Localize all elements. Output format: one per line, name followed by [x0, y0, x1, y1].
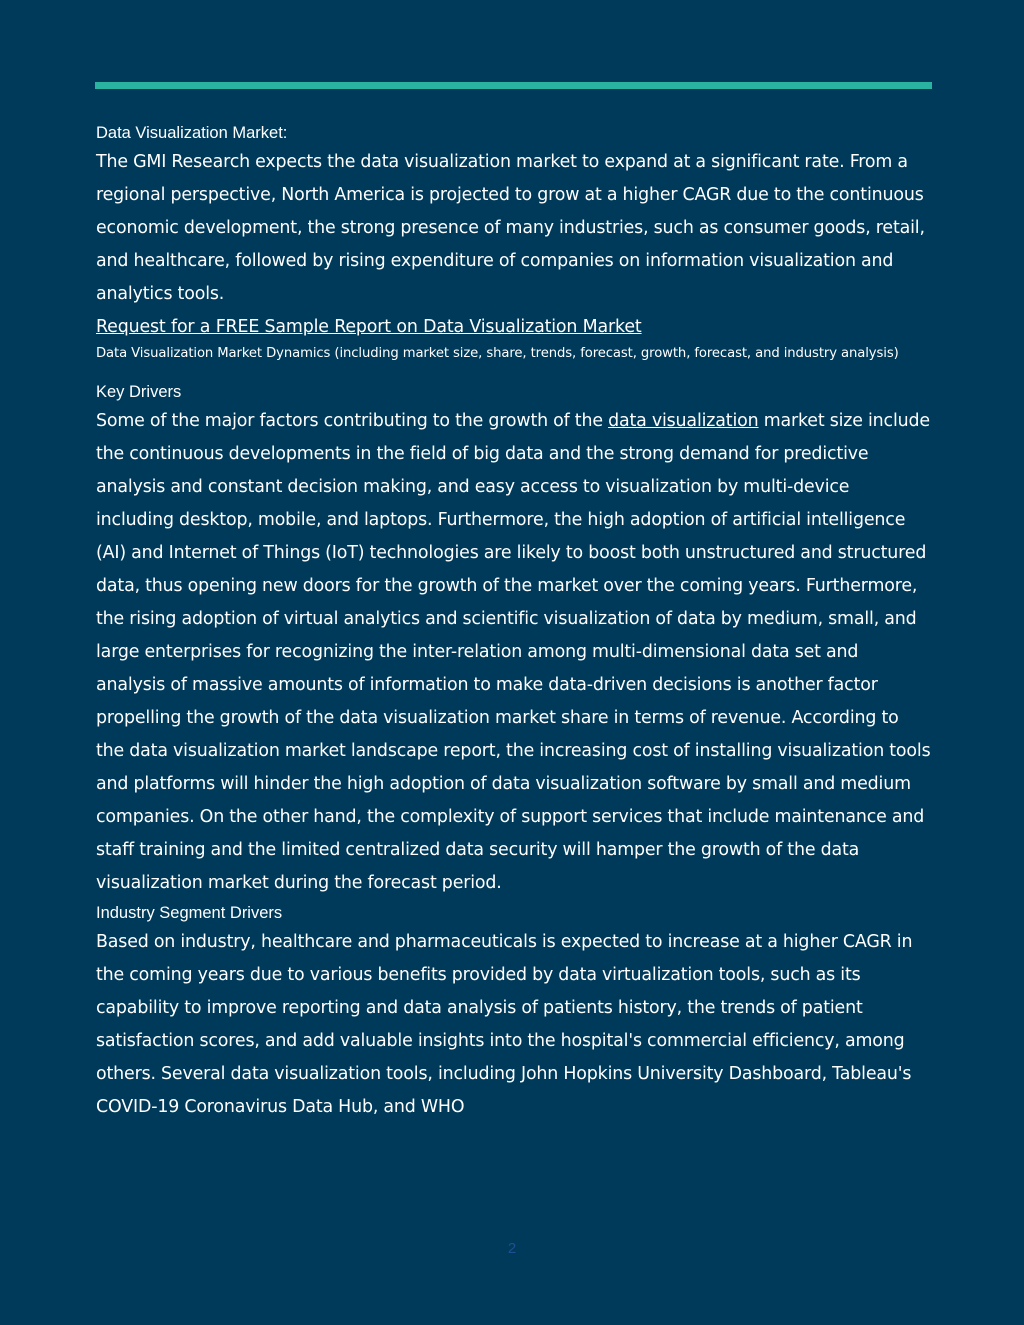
page-number: 2 [507, 1240, 517, 1257]
industry-segment-paragraph: Based on industry, healthcare and pharmaceuticals is expected to increase at a higher CAGR in the coming years due to various benefits provided by data virtualization tools, such as its capability to improve reporting and data analysis of patients history, the trends of patient satisfaction scores, and add valuable insights into the hospital's commercial efficiency, among others. Several data visualization tools, including John Hopkins University Dashboard, Tableau's COVID-19 Coronavirus Data Hub, and WHO [96, 932, 913, 1117]
key-drivers-text-start: Some of the major factors contributing to the growth of the [96, 411, 609, 431]
dynamics-note: Data Visualization Market Dynamics (including market size, share, trends, forecast, growth, forecast, and industry analysis) [96, 346, 899, 361]
section-heading-market: Data Visualization Market: [96, 124, 288, 142]
market-paragraph: The GMI Research expects the data visualization market to expand at a significant rate. From a regional perspective, North America is projected to grow at a higher CAGR due to the continuous economic development, the strong presence of many industries, such as consumer goods, retail, and healthcare, followed by rising expenditure of companies on information visualization and analytics tools. [96, 152, 925, 304]
section-heading-industry-segment: Industry Segment Drivers [96, 904, 283, 922]
key-drivers-text-rest: market size include the continuous developments in the field of big data and the strong demand for predictive analysis and constant decision making, and easy access to visualization by multi-device including desktop, mobile, and laptops. Furthermore, the high adoption of artificial intelligence (AI) and Internet of Things (IoT) technologies are likely to boost both unstructured and structured data, thus opening new doors for the growth of the market over the coming years. Furthermore, the rising adoption of virtual analytics and scientific visualization of data by medium, small, and large enterprises for recognizing the inter-relation among multi-dimensional data set and analysis of massive amounts of information to make data-driven decisions is another factor propelling the growth of the data visualization market share in terms of revenue. According to the data visualization market landscape report, the increasing cost of installing visualization tools and platforms will hinder the high adoption of data visualization software by small and medium companies. On the other hand, the complexity of support services that include maintenance and staff training and the limited centralized data security will hamper the growth of the data visualization market during the forecast period. [96, 411, 931, 893]
top-accent-rule [95, 82, 932, 89]
key-drivers-paragraph [96, 405, 931, 900]
free-sample-request-link[interactable]: Request for a FREE Sample Report on Data Visualization Market [96, 317, 642, 337]
content-area [96, 120, 931, 1124]
section-heading-key-drivers: Key Drivers [96, 383, 182, 401]
data-visualization-link[interactable]: data visualization [608, 411, 759, 431]
